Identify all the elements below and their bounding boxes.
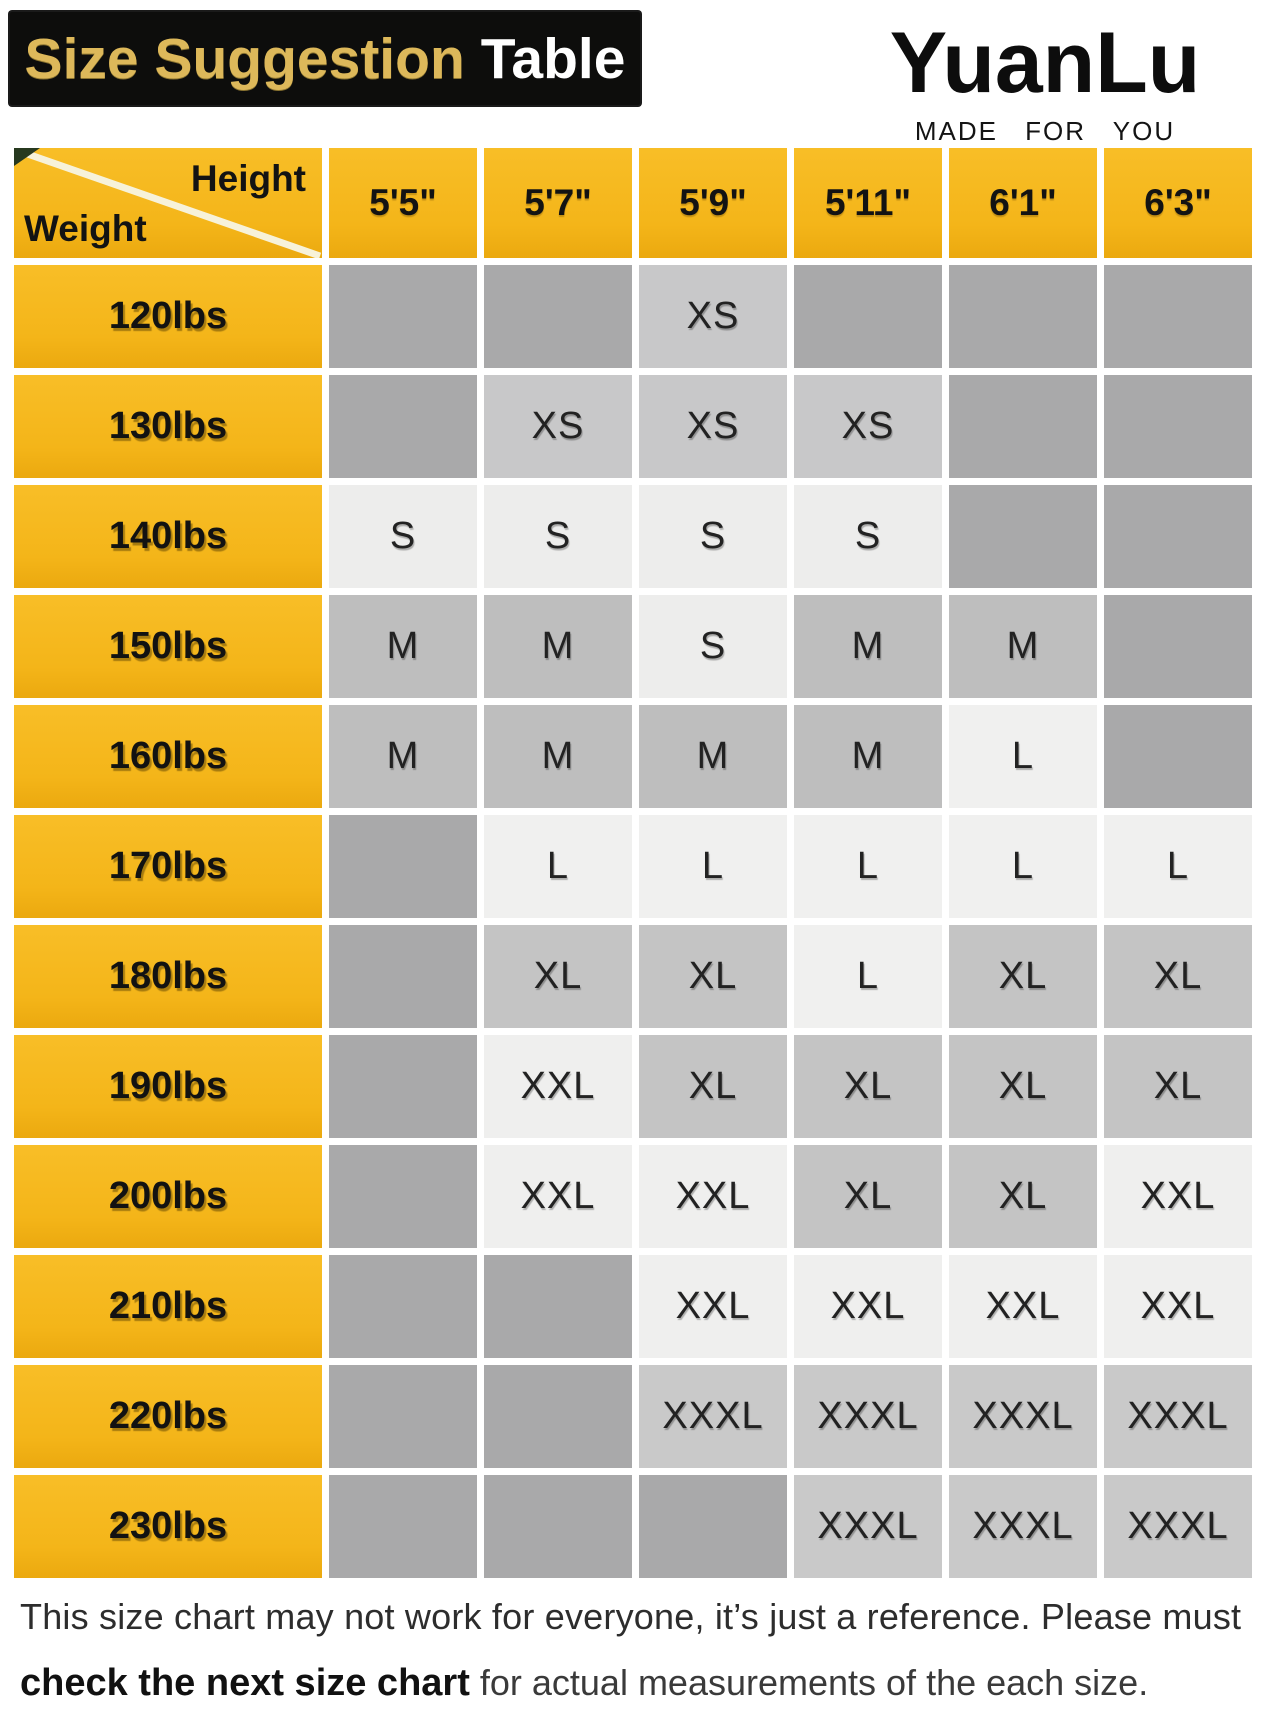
- footer-line1: This size chart may not work for everyone, it’s just a reference. Please must: [20, 1596, 1242, 1637]
- size-cell: L: [484, 815, 632, 918]
- size-cell: XXXL: [794, 1475, 942, 1578]
- size-cell-empty: [639, 1475, 787, 1578]
- size-cell: M: [949, 595, 1097, 698]
- weight-header: 160lbs: [14, 705, 322, 808]
- height-header: 5'9": [639, 148, 787, 258]
- size-cell: XL: [949, 1145, 1097, 1248]
- weight-header: 140lbs: [14, 485, 322, 588]
- size-cell: XL: [1104, 925, 1252, 1028]
- size-cell: M: [484, 705, 632, 808]
- size-cell: S: [484, 485, 632, 588]
- size-cell: XXL: [484, 1145, 632, 1248]
- size-cell-empty: [1104, 705, 1252, 808]
- height-header: 6'3": [1104, 148, 1252, 258]
- size-cell: XXL: [639, 1145, 787, 1248]
- weight-header: 210lbs: [14, 1255, 322, 1358]
- size-cell: XL: [1104, 1035, 1252, 1138]
- height-header: 6'1": [949, 148, 1097, 258]
- size-cell: XXXL: [949, 1365, 1097, 1468]
- size-cell: XXXL: [794, 1365, 942, 1468]
- weight-header: 190lbs: [14, 1035, 322, 1138]
- size-cell: XL: [794, 1145, 942, 1248]
- size-cell: XXXL: [949, 1475, 1097, 1578]
- size-cell: L: [794, 815, 942, 918]
- weight-header: 130lbs: [14, 375, 322, 478]
- footer-line2: [20, 1662, 1270, 1705]
- size-cell: M: [794, 705, 942, 808]
- size-cell-empty: [329, 1035, 477, 1138]
- title-bar: [10, 12, 640, 105]
- size-cell-empty: [949, 375, 1097, 478]
- footer-line2-bold: check the next size chart: [20, 1662, 470, 1704]
- height-header: 5'7": [484, 148, 632, 258]
- size-cell-empty: [1104, 375, 1252, 478]
- weight-header: 230lbs: [14, 1475, 322, 1578]
- size-cell-empty: [329, 265, 477, 368]
- size-cell: XS: [639, 265, 787, 368]
- size-cell: XXL: [949, 1255, 1097, 1358]
- size-cell-empty: [329, 1145, 477, 1248]
- corner-cell: [14, 148, 322, 258]
- size-cell: XS: [639, 375, 787, 478]
- size-cell-empty: [794, 265, 942, 368]
- size-cell-empty: [329, 1365, 477, 1468]
- size-cell-empty: [329, 1475, 477, 1578]
- size-cell: L: [949, 705, 1097, 808]
- size-cell: L: [1104, 815, 1252, 918]
- size-cell: XL: [794, 1035, 942, 1138]
- brand-logo: YuanLu: [889, 15, 1201, 111]
- footer-note: [20, 1596, 1270, 1705]
- weight-header: 150lbs: [14, 595, 322, 698]
- size-cell: XXL: [794, 1255, 942, 1358]
- size-cell-empty: [484, 1365, 632, 1468]
- size-cell: XXXL: [1104, 1365, 1252, 1468]
- size-cell: M: [329, 705, 477, 808]
- weight-header: 200lbs: [14, 1145, 322, 1248]
- size-cell: XXL: [484, 1035, 632, 1138]
- size-cell-empty: [1104, 485, 1252, 588]
- size-cell-empty: [484, 1255, 632, 1358]
- size-cell-empty: [329, 1255, 477, 1358]
- size-table: [14, 148, 1252, 1578]
- brand-block: [820, 15, 1270, 147]
- size-cell-empty: [329, 375, 477, 478]
- height-axis-label: Height: [190, 158, 306, 199]
- size-cell: L: [949, 815, 1097, 918]
- weight-header: 120lbs: [14, 265, 322, 368]
- size-cell: XXL: [1104, 1255, 1252, 1358]
- size-cell: M: [329, 595, 477, 698]
- size-cell: M: [639, 705, 787, 808]
- size-cell: XS: [794, 375, 942, 478]
- size-cell: S: [639, 595, 787, 698]
- size-cell-empty: [1104, 265, 1252, 368]
- size-cell: M: [484, 595, 632, 698]
- size-cell: XXL: [1104, 1145, 1252, 1248]
- size-cell-empty: [329, 815, 477, 918]
- page-title-rest: Table: [480, 26, 626, 91]
- weight-header: 180lbs: [14, 925, 322, 1028]
- size-cell-empty: [1104, 595, 1252, 698]
- size-cell: S: [329, 485, 477, 588]
- size-cell: XS: [484, 375, 632, 478]
- size-cell-empty: [329, 925, 477, 1028]
- size-cell: M: [794, 595, 942, 698]
- size-cell: L: [639, 815, 787, 918]
- height-header: 5'5": [329, 148, 477, 258]
- size-cell: S: [794, 485, 942, 588]
- height-header: 5'11": [794, 148, 942, 258]
- size-cell: XXXL: [1104, 1475, 1252, 1578]
- size-cell-empty: [484, 1475, 632, 1578]
- size-cell: XL: [484, 925, 632, 1028]
- footer-line2-rest: for actual measurements of the each size.: [469, 1662, 1149, 1703]
- weight-header: 170lbs: [14, 815, 322, 918]
- weight-header: 220lbs: [14, 1365, 322, 1468]
- size-cell-empty: [484, 265, 632, 368]
- size-cell-empty: [949, 265, 1097, 368]
- size-cell: XL: [949, 925, 1097, 1028]
- brand-tagline: MADE FOR YOU: [914, 116, 1176, 146]
- size-cell: L: [794, 925, 942, 1028]
- size-cell: XL: [949, 1035, 1097, 1138]
- page-title-highlight: Size Suggestion: [24, 26, 465, 91]
- size-cell: XXXL: [639, 1365, 787, 1468]
- size-cell: XL: [639, 1035, 787, 1138]
- size-cell: XL: [639, 925, 787, 1028]
- size-cell: XXL: [639, 1255, 787, 1358]
- size-cell: S: [639, 485, 787, 588]
- weight-axis-label: Weight: [24, 208, 147, 249]
- size-cell-empty: [949, 485, 1097, 588]
